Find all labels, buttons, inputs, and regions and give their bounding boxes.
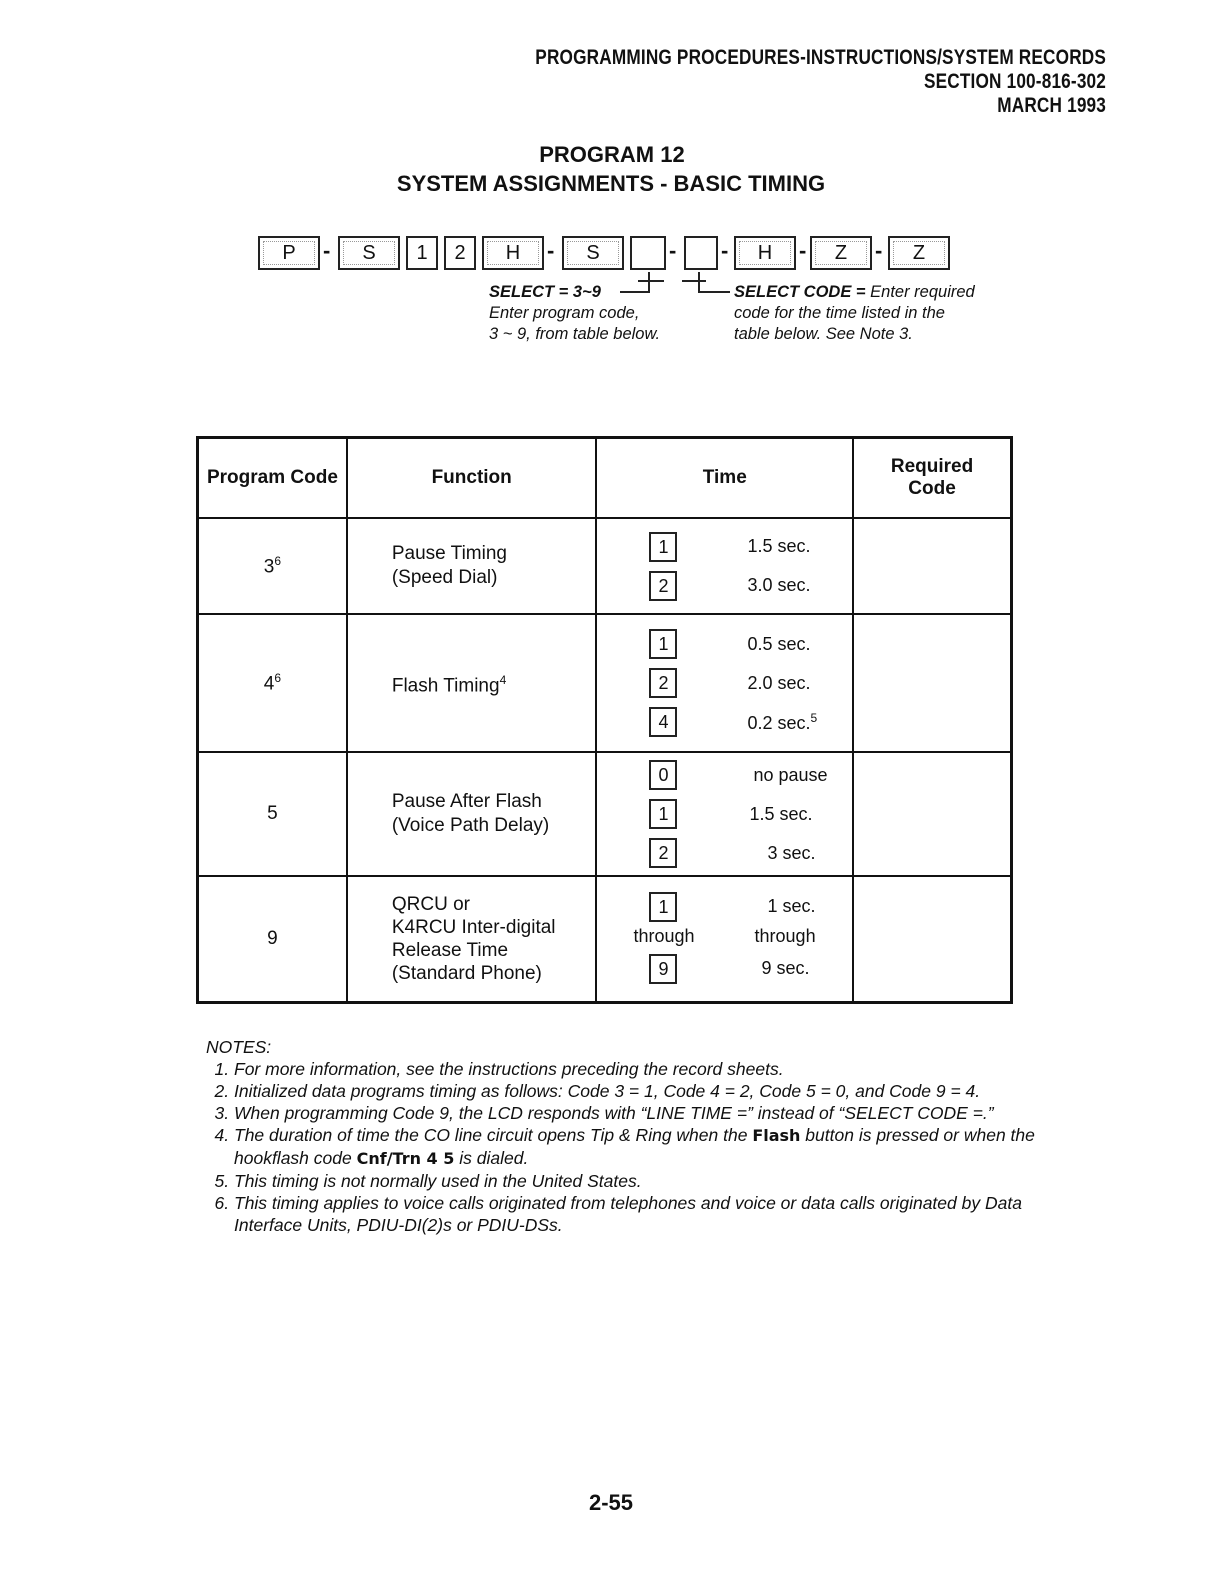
table-row — [198, 876, 1012, 1002]
header-program-code: Program Code — [198, 438, 347, 519]
notes-section — [206, 1036, 1036, 1236]
required-code-cell[interactable] — [853, 752, 1011, 876]
table-row — [198, 752, 1012, 876]
select-code-hint-3: table below. See Note 3. — [734, 325, 913, 343]
time-value: 1 sec. — [767, 896, 816, 917]
key-code-blank — [684, 236, 718, 270]
key-box: 2 — [649, 838, 677, 868]
notes-heading: NOTES: — [206, 1037, 272, 1057]
key-box: 1 — [649, 892, 677, 922]
select-label: SELECT = 3~9 — [489, 283, 601, 301]
connector-line — [698, 272, 700, 292]
key-2: 2 — [444, 236, 476, 270]
note-item: 1. For more information, see the instructions preceding the record sheets. — [234, 1058, 1036, 1080]
header-date: MARCH 1993 — [997, 94, 1106, 117]
time-option — [597, 703, 852, 742]
required-code-cell[interactable] — [853, 614, 1011, 752]
page-number: 2-55 — [588, 1490, 634, 1515]
program-number: PROGRAM 12 — [539, 142, 685, 167]
sequence-dash: - — [721, 238, 729, 263]
time-cell — [596, 752, 853, 876]
time-option — [597, 756, 852, 795]
program-code-cell: 9 — [198, 876, 347, 1002]
key-z-2: Z — [888, 236, 950, 270]
time-value: no pause — [753, 764, 828, 785]
header-time: Time — [596, 438, 853, 519]
timing-table — [196, 436, 1013, 1004]
required-code-cell[interactable] — [853, 876, 1011, 1002]
key-box: 9 — [649, 954, 677, 984]
sequence-dash: - — [799, 238, 807, 263]
select-code-hint-1: Enter required — [865, 283, 975, 301]
notes-list — [206, 1058, 1036, 1236]
time-value: 3 sec. — [767, 842, 816, 863]
time-option — [597, 664, 852, 703]
time-cell — [596, 876, 853, 1002]
hookflash-code: Cnf/Trn 4 5 — [356, 1149, 455, 1168]
function-cell: QRCU or K4RCU Inter-digital Release Time (Standard Phone) — [347, 876, 597, 1002]
note-item: 4. The duration of time the CO line circuit opens Tip & Ring when the Flash button is pressed or when the hookflash code Cnf/Trn 4 5 is dialed. — [234, 1124, 1036, 1170]
time-option — [597, 834, 852, 873]
select-hint-line-3: 3 ~ 9, from table below. — [489, 325, 661, 343]
time-option — [597, 527, 852, 566]
through-label: through — [633, 926, 695, 947]
key-box: 0 — [649, 760, 677, 790]
time-option — [597, 625, 852, 664]
sequence-dash: - — [669, 238, 677, 263]
key-box: 1 — [649, 532, 677, 562]
table-row — [198, 518, 1012, 614]
program-name: SYSTEM ASSIGNMENTS - BASIC TIMING — [396, 171, 826, 196]
note-item: 2. Initialized data programs timing as follows: Code 3 = 1, Code 4 = 2, Code 5 = 0, and Code 9 = 4. — [234, 1080, 1036, 1102]
sequence-dash: - — [875, 238, 883, 263]
sequence-dash: - — [547, 238, 555, 263]
through-label: through — [754, 926, 816, 947]
header-function: Function — [347, 438, 597, 519]
time-value: 3.0 sec. — [747, 575, 811, 595]
required-code-cell[interactable] — [853, 518, 1011, 614]
key-h: H — [482, 236, 544, 270]
program-code-cell: $3^6$ — [198, 518, 347, 614]
program-code-cell: $4^6$ — [198, 614, 347, 752]
key-box: 1 — [649, 799, 677, 829]
time-value: 2.0 sec. — [747, 672, 811, 693]
select-code-label: SELECT CODE = — [734, 283, 866, 301]
key-select-blank — [630, 236, 666, 270]
table-header-row — [198, 438, 1012, 519]
header-section: SECTION 100-816-302 — [923, 70, 1106, 93]
flash-button-label: Flash — [752, 1126, 801, 1145]
time-cell — [596, 518, 853, 614]
time-cell — [596, 614, 853, 752]
select-code-hint-2: code for the time listed in the — [734, 304, 945, 322]
time-option — [597, 566, 852, 605]
select-annotation — [489, 282, 660, 345]
time-value: 0.5 sec. — [747, 633, 811, 654]
time-value: 1.5 sec. — [747, 536, 811, 556]
time-value: 1.5 sec. — [749, 803, 813, 824]
key-box: 2 — [649, 571, 677, 601]
key-s: S — [338, 236, 400, 270]
time-value: 0.2 sec.$^5$ — [747, 710, 818, 733]
key-box: 1 — [649, 629, 677, 659]
through-row — [597, 924, 852, 950]
program-code-cell: 5 — [198, 752, 347, 876]
function-cell: Pause After Flash (Voice Path Delay) — [347, 752, 597, 876]
select-code-annotation — [734, 282, 975, 345]
function-cell: Flash Timing$^4$ — [347, 614, 597, 752]
time-value: 9 sec. — [761, 958, 810, 979]
key-s-2: S — [562, 236, 624, 270]
key-box: 2 — [649, 668, 677, 698]
function-cell: Pause Timing (Speed Dial) — [347, 518, 597, 614]
time-option — [597, 890, 852, 924]
connector-line — [682, 280, 706, 282]
note-item: 5. This timing is not normally used in the United States. — [234, 1170, 1036, 1192]
header-required-code: Required Code — [853, 438, 1011, 519]
note-item: 3. When programming Code 9, the LCD responds with “LINE TIME =” instead of “SELECT CODE =.” — [234, 1102, 1036, 1124]
connector-line — [698, 291, 730, 293]
key-box: 4 — [649, 707, 677, 737]
sequence-dash: - — [323, 238, 331, 263]
time-option — [597, 795, 852, 834]
key-h-2: H — [734, 236, 796, 270]
select-hint-line-2: Enter program code, — [489, 304, 640, 322]
key-1: 1 — [406, 236, 438, 270]
key-p: P — [258, 236, 320, 270]
note-item: 6. This timing applies to voice calls originated from telephones and voice or data calls originated by Data Interface Units, PDIU-DI(2)s or PDIU-DSs. — [234, 1192, 1036, 1236]
page-title — [0, 140, 1222, 198]
document-header — [535, 46, 1106, 118]
key-z: Z — [810, 236, 872, 270]
table-row — [198, 614, 1012, 752]
header-line-1: PROGRAMMING PROCEDURES-INSTRUCTIONS/SYSTEM RECORDS — [535, 46, 1106, 69]
time-option — [597, 950, 852, 988]
